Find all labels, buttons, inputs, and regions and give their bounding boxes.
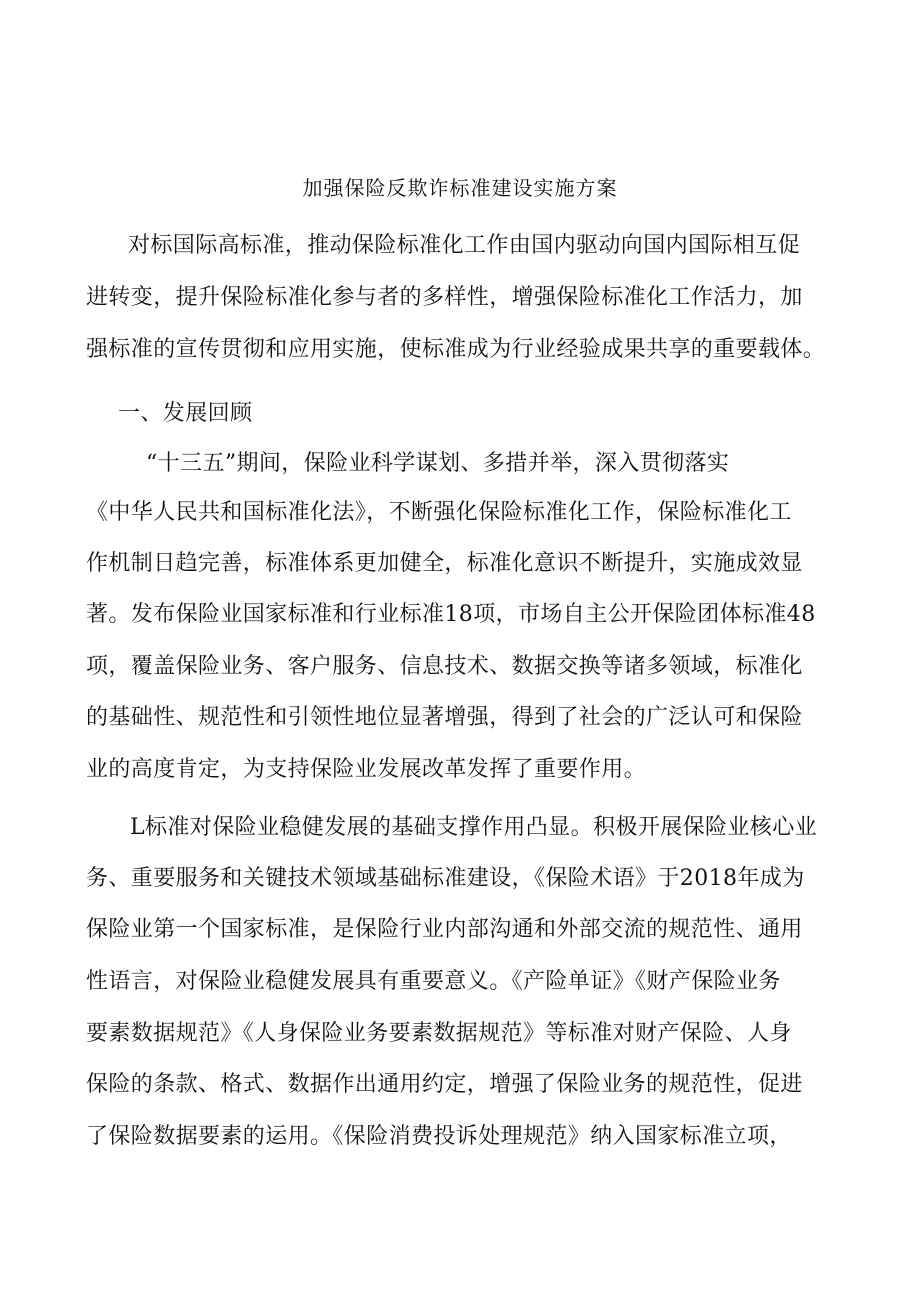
section1-para2-line-6: 保险的条款、格式、数据作出通用约定，增强了保险业务的规范性，促进 xyxy=(86,1072,803,1097)
section-heading-1: 一、发展回顾 xyxy=(118,401,253,426)
section1-para2-line-7: 了保险数据要素的运用。《保险消费投诉处理规范》纳入国家标准立项， xyxy=(86,1124,792,1149)
section1-para2-line-3: 保险业第一个国家标准，是保险行业内部沟通和外部交流的规范性、通用 xyxy=(86,917,803,942)
section1-para2-line-5: 要素数据规范》《人身保险业务要素数据规范》等标准对财产保险、人身 xyxy=(86,1021,792,1046)
section1-line-2: 《中华人民共和国标准化法》，不断强化保险标准化工作，保险标准化工 xyxy=(86,500,792,525)
section1-para2-line-1: L标准对保险业稳健发展的基础支撑作用凸显。积极开展保险业核心业 xyxy=(130,815,818,840)
section1-line-7: 业的高度肯定，为支持保险业发展改革发挥了重要作用。 xyxy=(86,757,647,782)
intro-line-1: 对标国际高标准，推动保险标准化工作由国内驱动向国内国际相互促 xyxy=(128,233,801,258)
section1-line-4: 著。发布保险业国家标准和行业标准18项，市场自主公开保险团体标准48 xyxy=(86,602,816,627)
section1-para2-line-2: 务、重要服务和关键技术领域基础标准建设，《保险术语》于2018年成为 xyxy=(86,866,805,891)
intro-line-2: 进转变，提升保险标准化参与者的多样性，增强保险标准化工作活力，加 xyxy=(86,285,803,310)
section1-line-5: 项，覆盖保险业务、客户服务、信息技术、数据交换等诸多领域，标准化 xyxy=(86,654,803,679)
document-title: 加强保险反欺诈标准建设实施方案 xyxy=(302,176,618,200)
section1-line-3: 作机制日趋完善，标准体系更加健全，标准化意识不断提升，实施成效显 xyxy=(86,551,803,576)
section1-line-1: “十三五”期间，保险业科学谋划、多措并举，深入贯彻落实 xyxy=(146,451,730,476)
intro-line-3: 强标准的宣传贯彻和应用实施，使标准成为行业经验成果共享的重要载体。 xyxy=(86,337,826,362)
section1-para2-line-4: 性语言，对保险业稳健发展具有重要意义。《产险单证》《财产保险业务 xyxy=(86,969,781,994)
section1-line-6: 的基础性、规范性和引领性地位显著增强，得到了社会的广泛认可和保险 xyxy=(86,705,803,730)
